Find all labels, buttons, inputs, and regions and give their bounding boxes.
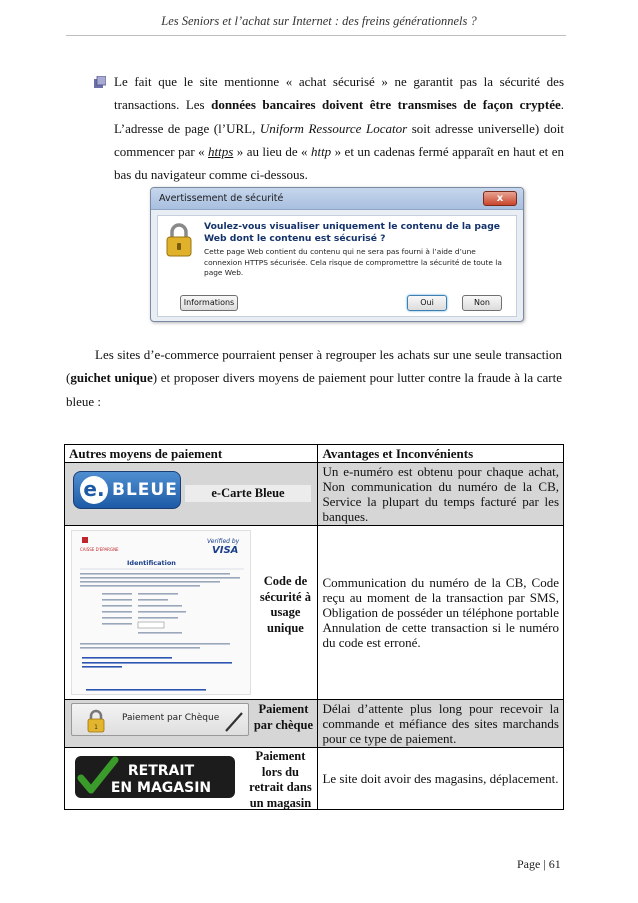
method-label: Paiement par chèque [253, 702, 314, 732]
bold-phrase: données bancaires doivent être transmises de façon cryptée [211, 97, 561, 113]
dialog-title: Avertissement de sécurité [159, 193, 284, 204]
method-label: e-Carte Bleue [185, 485, 311, 502]
cheque-payment-button [71, 703, 249, 736]
visa-page-graphic [72, 531, 251, 695]
method-cell-cheque [65, 700, 318, 748]
cheque-button-text: Paiement par Chèque [122, 713, 220, 723]
method-description: Délai d’attente plus long pour recevoir la commande et méfiance des sites marchands pour ce type de paiement. [318, 700, 564, 748]
payment-methods-table [64, 444, 564, 810]
close-icon[interactable]: x [483, 191, 517, 206]
method-cell-ecarte [65, 463, 318, 526]
table-row [65, 700, 564, 748]
page-number: Page | 61 [517, 857, 561, 871]
verified-by-visa-screenshot [71, 530, 251, 695]
bullet-paragraph: Le fait que le site mentionne « achat sécurisé » ne garantit pas la sécurité des transactions. Les données bancaires doivent être transmises de façon cryptée. L’adresse de page (l’URL, Uniform Ressource Locator soit adresse universelle) doit commencer par « https » au lieu de « http » et un cadenas fermé apparaît en haut et en bas du navigateur comme ci-dessous. [114, 74, 564, 183]
padlock-icon [164, 222, 194, 258]
security-warning-dialog [150, 187, 524, 322]
intro-paragraph: Les sites d’e-commerce pourraient penser à regrouper les achats sur une seule transaction (guichet unique) et proposer divers moyens de paiement pour lutter contre la fraude à la carte bleue : [66, 347, 562, 409]
logo-e-mark: e. [80, 476, 108, 504]
header-rule [66, 35, 566, 36]
table-row [65, 748, 564, 810]
table-row [65, 463, 564, 526]
visa-logo-text: VISA [212, 545, 239, 556]
method-label: Paiement lors du retrait dans un magasin [249, 749, 312, 810]
logo-word: BLEUE [112, 480, 178, 500]
dialog-question: Voulez-vous visualiser uniquement le contenu de la page Web dont le contenu est sécurisé ? [204, 221, 501, 244]
yes-button[interactable]: Oui [407, 295, 447, 311]
page-header: Les Seniors et l’achat sur Internet : des freins générationnels ? [161, 14, 477, 28]
badge-line-2: EN MAGASIN [110, 780, 212, 796]
svg-text:1: 1 [94, 724, 98, 731]
visa-bank-name: CAISSE D'EPARGNE [80, 547, 119, 552]
e-carte-bleue-logo [73, 471, 181, 509]
col-header-methods: Autres moyens de paiement [65, 445, 318, 463]
badge-line-1: RETRAIT [127, 763, 195, 779]
visa-identification-title: Identification [127, 559, 176, 567]
method-cell-code [65, 526, 318, 700]
guichet-unique-bold: guichet unique [70, 370, 153, 386]
informations-button[interactable]: Informations [180, 295, 238, 311]
method-description: Un e-numéro est obtenu pour chaque achat, Non communication du numéro de la CB, Service la plupart du temps facturé par les banques. [318, 463, 564, 526]
retrait-en-magasin-badge [75, 754, 235, 800]
table-header-row [65, 445, 564, 463]
pen-icon [222, 709, 246, 733]
visa-verified-text: Verified by [207, 538, 240, 545]
col-header-pros-cons: Avantages et Inconvénients [318, 445, 564, 463]
method-cell-magasin [65, 748, 318, 810]
dialog-detail: Cette page Web contient du contenu qui ne sera pas fourni à l’aide d’une connexion HTTPS sécurisée. Cela risque de compromettre la sécurité de toute la page Web. [204, 247, 502, 277]
dialog-titlebar [151, 188, 523, 210]
dialog-body [157, 215, 517, 317]
table-row [65, 526, 564, 700]
method-label: Code de sécurité à usage unique [259, 574, 311, 635]
padlock-icon [86, 709, 106, 733]
method-description: Le site doit avoir des magasins, déplacement. [318, 748, 564, 810]
method-description: Communication du numéro de la CB, Code reçu au moment de la transaction par SMS, Obligation de posséder un téléphone portable Annulation de cette transaction si le numéro du code est erroné. [318, 526, 564, 700]
bullet-pencil-icon [94, 76, 106, 88]
no-button[interactable]: Non [462, 295, 502, 311]
